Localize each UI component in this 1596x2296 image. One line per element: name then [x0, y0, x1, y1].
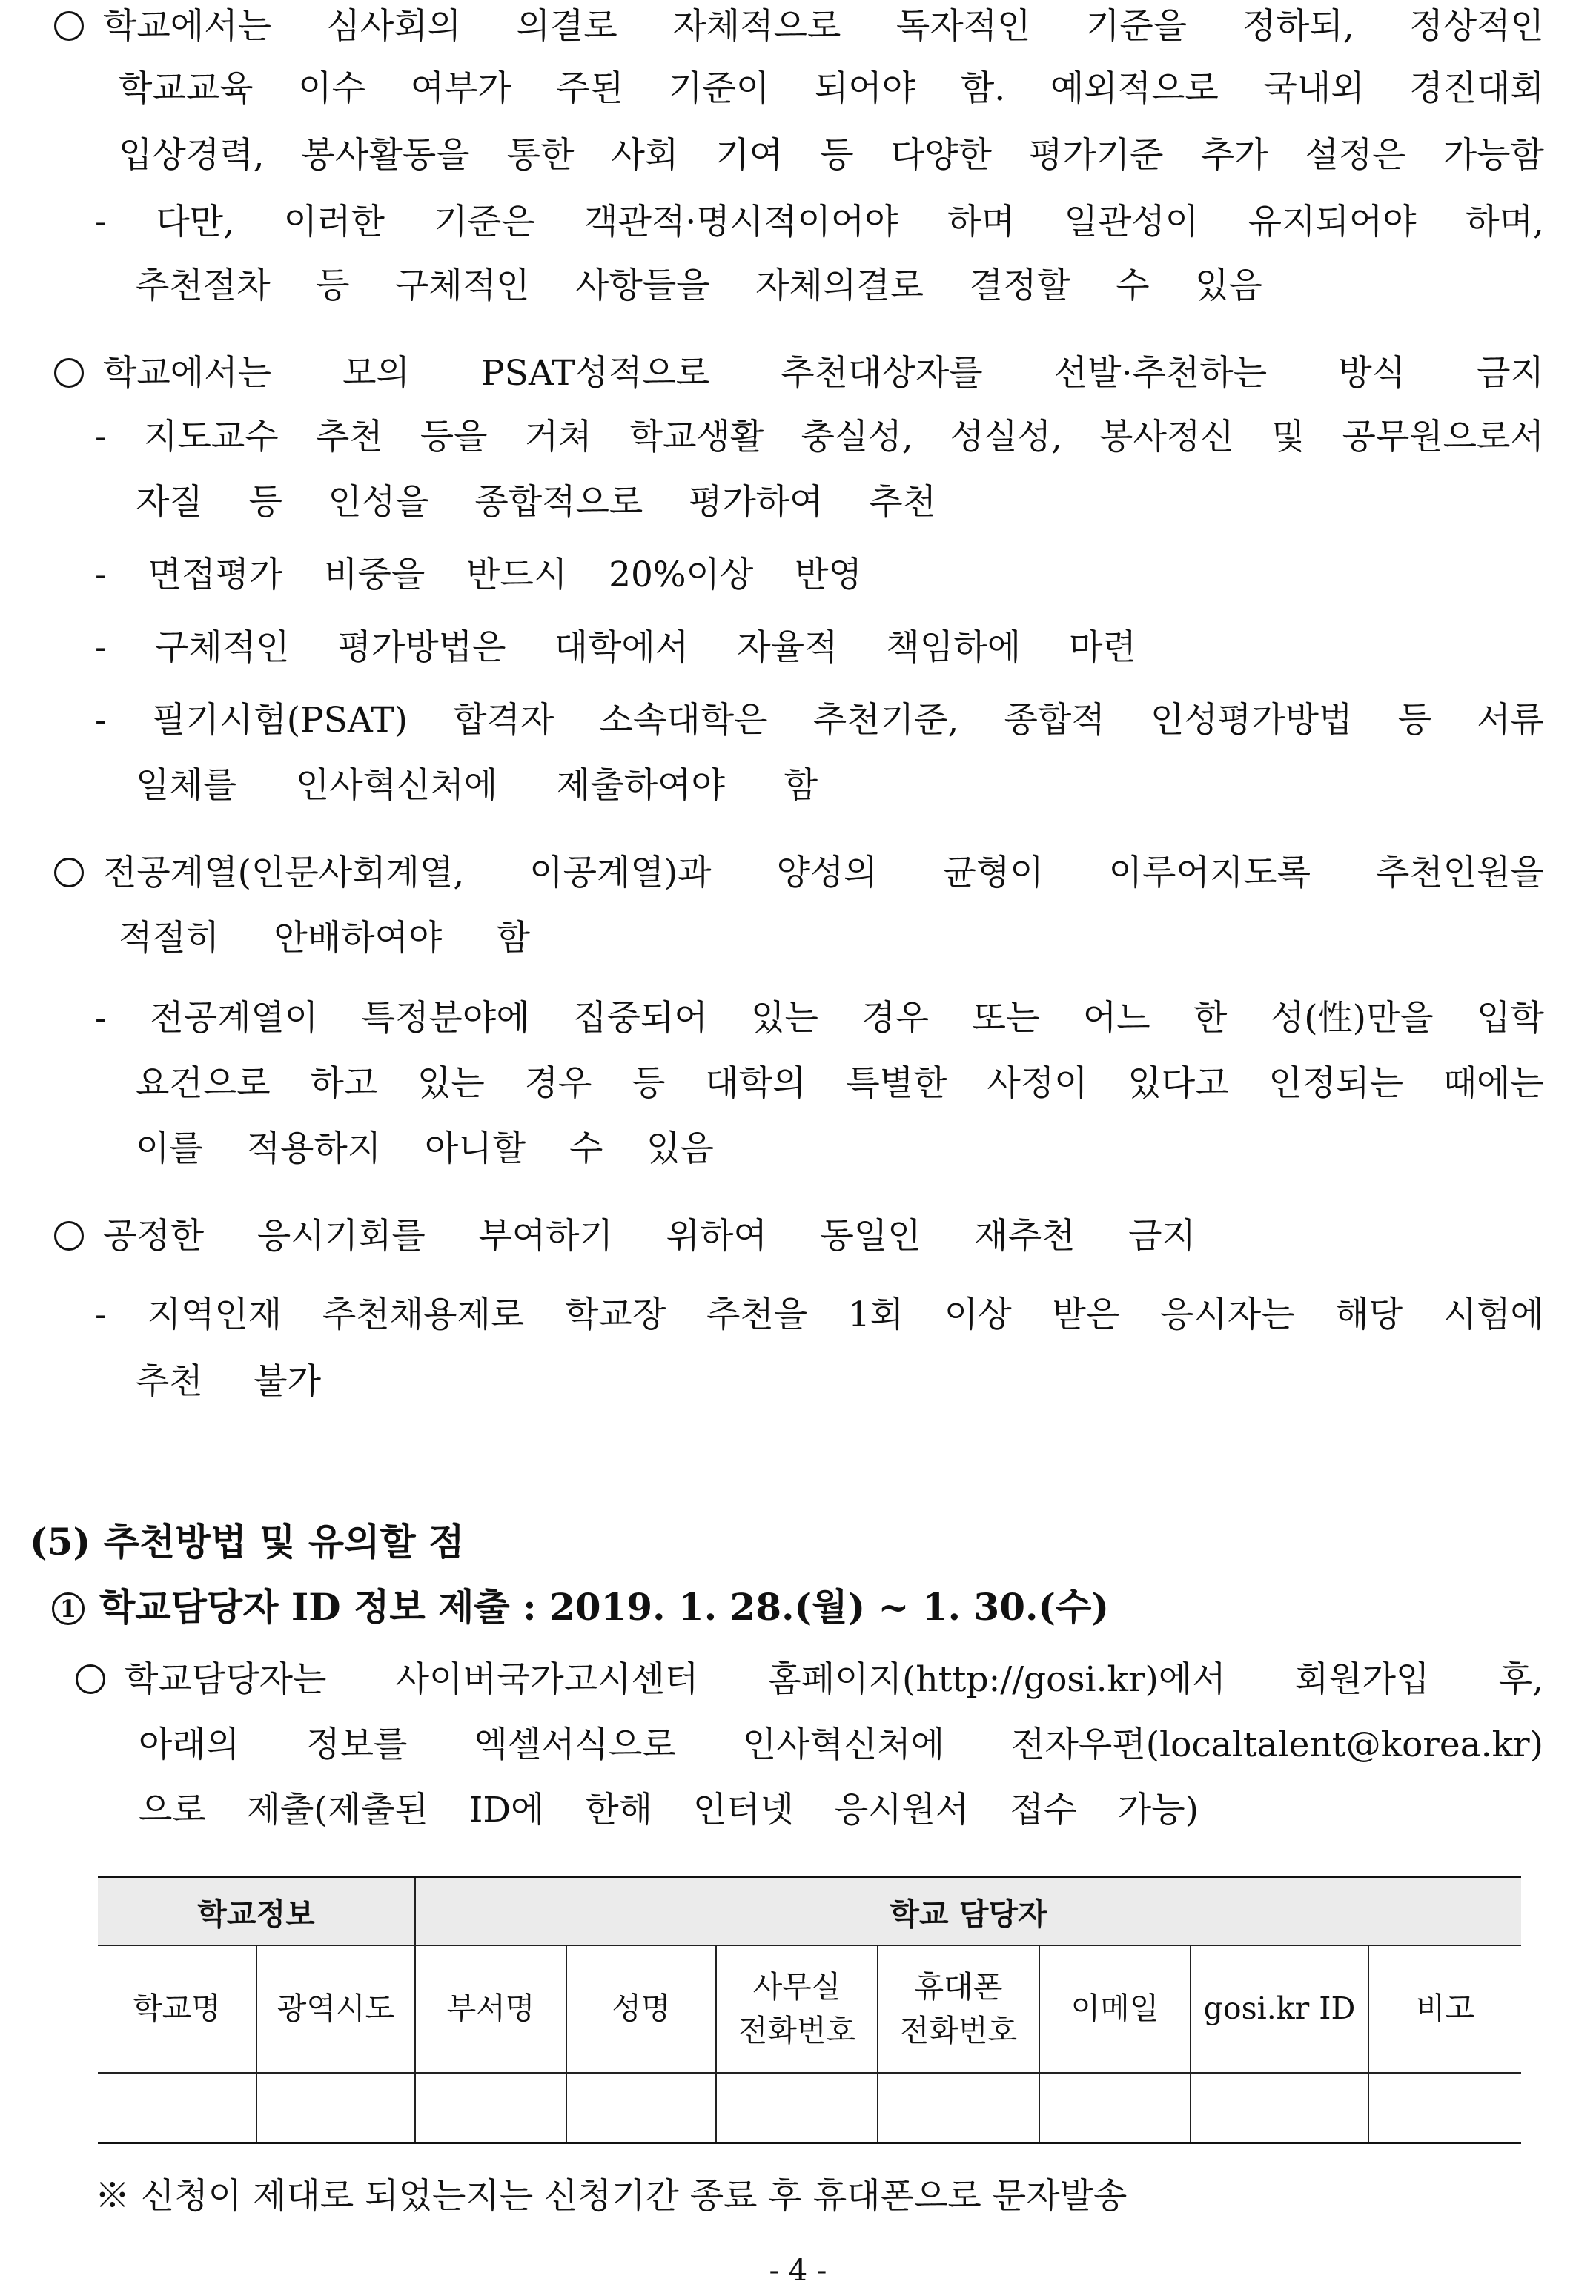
word: 정상적인 [1409, 6, 1544, 47]
sub-line [136, 482, 936, 523]
word: 하며, [1466, 202, 1544, 242]
word: 반드시 [466, 555, 568, 595]
word: 있는 [417, 1063, 485, 1104]
word: 국내외 [1263, 68, 1365, 109]
word: 동일인 [820, 1216, 921, 1257]
word: 불가 [254, 1361, 321, 1402]
word: 봉사활동을 [301, 135, 470, 176]
bullet-line [139, 1724, 1543, 1766]
item-title [52, 1585, 1109, 1630]
word: 평가하여 [688, 482, 824, 523]
word: 통한 [506, 135, 575, 176]
word: 평가기준 [1028, 135, 1164, 176]
word: 이루어지도록 [1108, 853, 1311, 893]
word: 하고 [310, 1063, 378, 1104]
sub-line [136, 265, 1262, 307]
item-title-text: 학교담당자 ID 정보 제출 : 2019. 1. 28.(월) ~ 1. 30.(수) [99, 1585, 1110, 1629]
word: 심사회의 [326, 6, 462, 47]
word: 사이버국가고시센터 [395, 1659, 699, 1700]
word: 시험에 [1443, 1294, 1544, 1335]
word: 대학의 [705, 1063, 807, 1104]
word: 엑셀서식으로 [474, 1724, 676, 1765]
bullet-line [54, 353, 1544, 394]
word: 지역인재 [147, 1294, 282, 1335]
item-number: 1 [52, 1592, 85, 1625]
word: 서류 [1477, 700, 1544, 741]
word: 위하여 [666, 1216, 767, 1257]
bullet-line [119, 918, 530, 959]
word: 정하되, [1242, 6, 1354, 47]
word: 기여 [715, 135, 784, 176]
table-cell[interactable] [716, 2073, 878, 2143]
word: 자질 [136, 482, 203, 523]
word: 성(性)만을 [1270, 998, 1434, 1039]
table-column-header: 이메일 [1039, 1945, 1191, 2073]
word: 학교생활 [629, 417, 764, 457]
word: 봉사정신 [1099, 417, 1234, 457]
word: 요건으로 [136, 1063, 271, 1104]
word: ID에 [468, 1790, 545, 1830]
word: - [95, 555, 107, 595]
table-cell[interactable] [98, 2073, 256, 2143]
word: 자체적으로 [672, 6, 841, 47]
table-group-header: 학교정보 [98, 1877, 415, 1946]
bullet-line [76, 1659, 1543, 1701]
word: 추천 [136, 1361, 203, 1402]
word: 회원가입 [1294, 1659, 1430, 1700]
word: 홈페이지(http://gosi.kr)에서 [767, 1659, 1226, 1700]
note-text: ※ 신청이 제대로 되었는지는 신청기간 종료 후 휴대폰으로 문자발송 [95, 2176, 1128, 2217]
word: 수 [569, 1128, 603, 1169]
table-cell[interactable] [415, 2073, 566, 2143]
word: 입상경력, [119, 135, 265, 176]
word: 전공계열이 [150, 998, 319, 1039]
word: 균형이 [942, 853, 1044, 893]
word: 모의 [342, 353, 410, 394]
word: 함. [960, 68, 1006, 109]
word: 마련 [1069, 627, 1136, 668]
word: 20%이상 [609, 555, 754, 595]
word: 등 [248, 482, 282, 523]
word: 자체의결로 [755, 265, 924, 306]
table-column-header: 사무실 전화번호 [716, 1945, 878, 2073]
word: 등 [632, 1063, 666, 1104]
word: 공무원으로서 [1342, 417, 1544, 457]
word: 이수 [298, 68, 366, 109]
word: 합격자 [453, 700, 554, 741]
word: 추천기준, [812, 700, 959, 741]
table-cell[interactable] [1191, 2073, 1368, 2143]
word: 의결로 [516, 6, 617, 47]
word: 있는 [751, 998, 818, 1039]
word: - [95, 1294, 107, 1335]
word: 전자우편(localtalent@korea.kr) [1011, 1724, 1543, 1765]
word: 경진대회 [1409, 68, 1544, 109]
word: 및 [1271, 417, 1305, 457]
word: 사회 [611, 135, 679, 176]
word: 가능함 [1443, 135, 1544, 176]
word: 결정할 [969, 265, 1070, 306]
word: 추천절차 [136, 265, 271, 306]
word: 한해 [585, 1790, 653, 1830]
word: 하며 [947, 202, 1016, 242]
sub-line [95, 417, 1544, 458]
word: 주된 [556, 68, 624, 109]
bullet-line [54, 6, 1544, 47]
bullet-line [119, 135, 1544, 176]
word: 등 [316, 265, 350, 306]
word: 적절히 [119, 918, 220, 959]
word: 추천채용제로 [322, 1294, 525, 1335]
word: 독자적인 [895, 6, 1031, 47]
word: 인사혁신처에 [742, 1724, 945, 1765]
word: 접수 [1010, 1790, 1078, 1830]
sub-line [95, 1294, 1544, 1336]
word: 지도교수 [144, 417, 279, 457]
word: 한 [1193, 998, 1228, 1039]
word: 어느 [1082, 998, 1150, 1039]
table-column-header: 휴대폰 전화번호 [878, 1945, 1039, 2073]
word: 평가방법은 [337, 627, 506, 668]
word: 다만, [156, 202, 235, 242]
word: 이를 [136, 1128, 203, 1169]
bullet-line [54, 853, 1544, 894]
word: 추천 [869, 482, 936, 523]
word: 되어야 [814, 68, 916, 109]
word: 있음 [646, 1128, 714, 1169]
word: 구체적인 [154, 627, 290, 668]
word: 충실성, [801, 417, 913, 457]
word: 사정이 [987, 1063, 1088, 1104]
word: 경우 [524, 1063, 592, 1104]
word: 제출(제출된 [246, 1790, 428, 1830]
bullet-line [54, 1216, 1196, 1257]
word: 공정한 [54, 1216, 204, 1257]
word: PSAT성적으로 [481, 353, 710, 394]
word: 특정분야에 [361, 998, 530, 1039]
word: 안배하여야 [274, 918, 443, 959]
word: 때에는 [1443, 1063, 1544, 1104]
word: 수 [1116, 265, 1150, 306]
word: 응시기회를 [256, 1216, 426, 1257]
word: 선발·추천하는 [1053, 353, 1268, 394]
word: 후, [1498, 1659, 1543, 1700]
word: 책임하에 [886, 627, 1021, 668]
word: 양성의 [776, 853, 878, 893]
word: 거쳐 [524, 417, 592, 457]
word: 또는 [972, 998, 1040, 1039]
word: - [95, 998, 107, 1039]
word: 정보를 [306, 1724, 408, 1765]
word: 기준은 [434, 202, 535, 242]
word: 함 [496, 918, 530, 959]
word: 기준이 [669, 68, 770, 109]
word: 인정되는 [1268, 1063, 1403, 1104]
word: 필기시험(PSAT) [152, 700, 408, 741]
word: 재추천 [974, 1216, 1076, 1257]
word: 이상 [944, 1294, 1012, 1335]
word: 받은 [1052, 1294, 1120, 1335]
word: 인성평가방법 [1150, 700, 1353, 741]
word: 종합적으로 [474, 482, 643, 523]
table-column-header: 비고 [1368, 1945, 1521, 2073]
word: 성실성, [950, 417, 1062, 457]
word: 가능) [1117, 1790, 1199, 1830]
word: - [95, 202, 107, 242]
word: 제출하여야 [556, 765, 725, 806]
word: 특별한 [846, 1063, 947, 1104]
word: 기준을 [1085, 6, 1188, 47]
table-column-header: 성명 [566, 1945, 716, 2073]
word: 추가 [1200, 135, 1268, 176]
word: 인터넷 [692, 1790, 795, 1830]
word: 집중되어 [573, 998, 708, 1039]
word: 대학에서 [554, 627, 689, 668]
word: - [95, 627, 107, 668]
sub-line [136, 765, 818, 807]
word: 금지 [1128, 1216, 1196, 1257]
bullet-line [139, 1790, 1199, 1831]
circle-bullet-icon [76, 1664, 105, 1694]
word: 1회 [847, 1294, 904, 1335]
word: 다양한 [890, 135, 992, 176]
word: 함 [784, 765, 818, 806]
word: 금지 [1477, 353, 1544, 394]
table-cell[interactable] [878, 2073, 1039, 2143]
word: 인사혁신처에 [295, 765, 498, 806]
word: 경우 [861, 998, 930, 1039]
word: 예외적으로 [1050, 68, 1219, 109]
page-number: - 4 - [769, 2254, 827, 2288]
word: 자율적 [737, 627, 838, 668]
word: 적용하지 [246, 1128, 382, 1169]
word: 소속대학은 [599, 700, 768, 741]
sub-line [136, 1128, 714, 1170]
word: 학교담당자는 [76, 1659, 326, 1701]
word: 이공계열)과 [529, 853, 712, 893]
table-column-header: 학교명 [98, 1945, 256, 2073]
word: 반영 [795, 555, 862, 595]
word: 학교장 [565, 1294, 666, 1335]
info-table [98, 1876, 1521, 2144]
circle-bullet-icon [54, 358, 84, 388]
word: 으로 [139, 1790, 206, 1830]
table-cell[interactable] [1368, 2073, 1521, 2143]
circle-bullet-icon [54, 1221, 84, 1251]
word: - [95, 417, 107, 457]
table-group-header: 학교 담당자 [415, 1877, 1521, 1946]
table-cell[interactable] [1039, 2073, 1191, 2143]
sub-line [95, 700, 1544, 741]
word: 설정은 [1305, 135, 1406, 176]
word: 있음 [1195, 265, 1262, 306]
word: 유지되어야 [1248, 202, 1417, 242]
word: 등 [820, 135, 854, 176]
word: 추천인원을 [1375, 853, 1544, 893]
word: 종합적 [1004, 700, 1105, 741]
word: 추천을 [706, 1294, 808, 1335]
circle-bullet-icon [54, 858, 84, 887]
word: 응시자는 [1159, 1294, 1295, 1335]
word: 등 [1397, 700, 1431, 741]
word: 일관성이 [1064, 202, 1199, 242]
word: 아래의 [139, 1724, 240, 1765]
word: - [95, 700, 107, 741]
word: 면접평가 [148, 555, 283, 595]
word: 등을 [420, 417, 488, 457]
sub-line [95, 998, 1544, 1039]
table-cell[interactable] [566, 2073, 716, 2143]
bullet-line [119, 68, 1544, 110]
word: 아니할 [424, 1128, 526, 1169]
word: 비중을 [324, 555, 426, 595]
word: 학교에서는 [54, 6, 271, 47]
table-column-header: 광역시도 [256, 1945, 415, 2073]
word: 일체를 [136, 765, 237, 806]
sub-line [95, 202, 1544, 243]
word: 구체적인 [394, 265, 530, 306]
word: 있다고 [1128, 1063, 1229, 1104]
sub-line [95, 555, 862, 596]
table-cell[interactable] [256, 2073, 415, 2143]
circle-bullet-icon [54, 11, 84, 41]
word: 응시원서 [834, 1790, 970, 1830]
table-column-header: 부서명 [415, 1945, 566, 2073]
word: 해당 [1335, 1294, 1403, 1335]
word: 추천 [315, 417, 383, 457]
word: 부여하기 [478, 1216, 614, 1257]
word: 여부가 [410, 68, 511, 109]
word: 방식 [1338, 353, 1406, 394]
word: 이러한 [283, 202, 385, 242]
sub-line [136, 1361, 321, 1403]
word: 인성을 [328, 482, 429, 523]
word: 학교에서는 [54, 353, 271, 394]
word: 학교교육 [119, 68, 254, 109]
word: 추천대상자를 [781, 353, 983, 394]
table-column-header: gosi.kr ID [1191, 1945, 1368, 2073]
section-title: (5) 추천방법 및 유의할 점 [30, 1520, 465, 1564]
sub-line [136, 1063, 1544, 1105]
sub-line [95, 627, 1136, 669]
word: 사항들을 [575, 265, 710, 306]
word: 전공계열(인문사회계열, [54, 853, 464, 894]
word: 객관적·명시적이어야 [584, 202, 898, 242]
word: 입학 [1477, 998, 1544, 1039]
